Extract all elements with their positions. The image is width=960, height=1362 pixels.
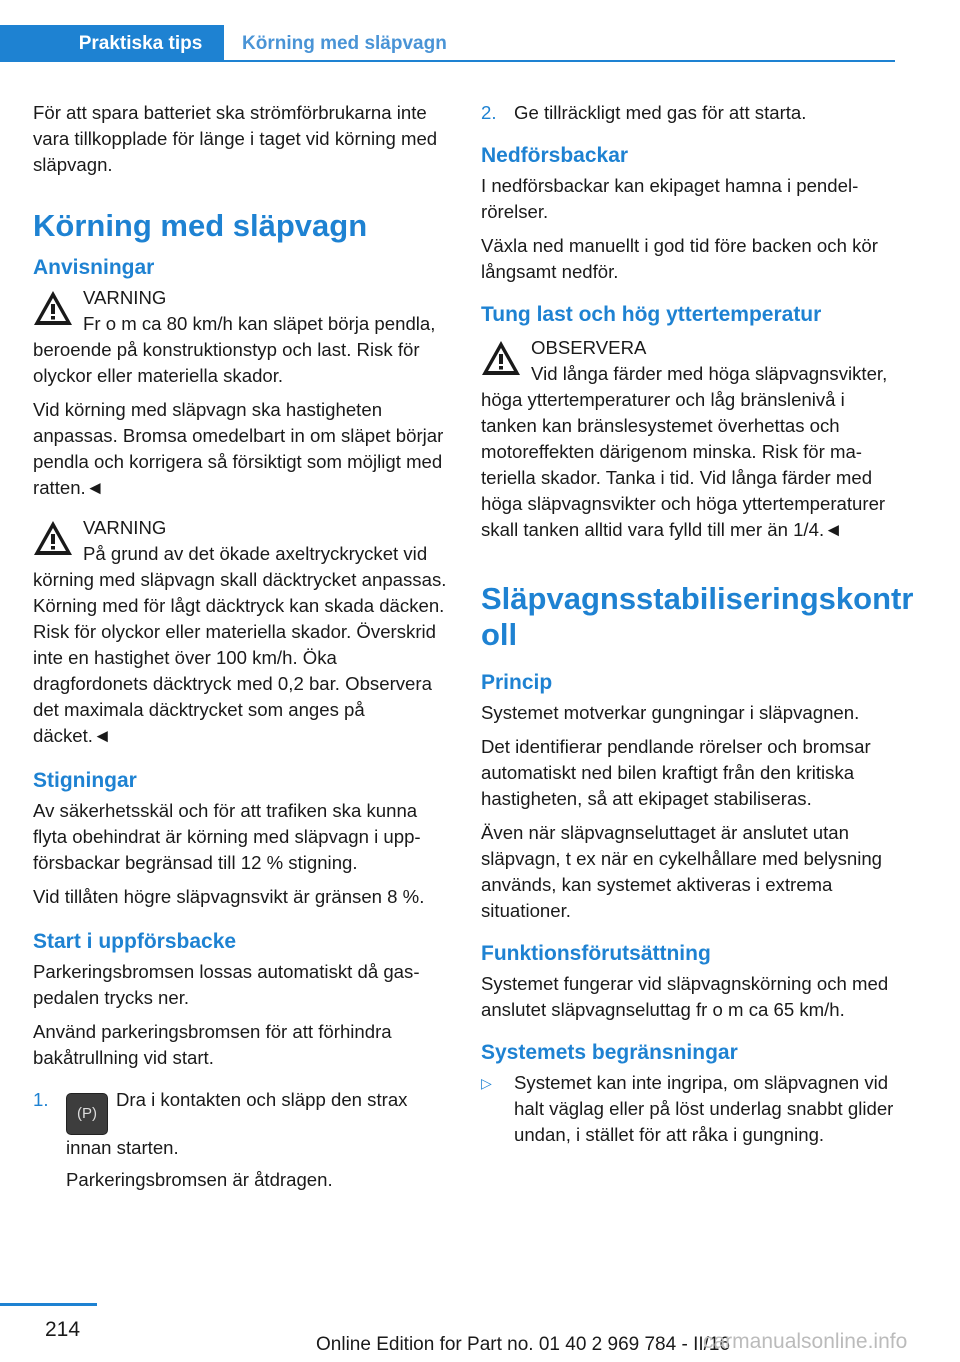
notice-block — [481, 335, 896, 543]
warning-icon — [481, 339, 521, 377]
tab-korning-med-slapvagn[interactable]: Körning med släpvagn — [224, 25, 895, 62]
notice-text: Vid långa färder med höga släpvagnsvikter, höga yttertemperaturer och låg bränslenivå i tanken kan bränslesystemet överhettas och motoreffekten därigenom minska. Risk för materiella skador. Tanka i tid. Vid långa färder med höga släpvagnsvikter och höga yttertemperaturer skall tanken alltid vara fylld till mer än 1/4.◄ — [481, 363, 888, 540]
heading-nedforsbackar: Nedförsbackar — [481, 144, 629, 167]
heading-anvisningar: Anvisningar — [33, 256, 155, 279]
warning-text: Fr o m ca 80 km/h kan släpet börja pendla, beroende på konstruktionstyp och last. Risk för olyckor eller materiella skador. — [33, 313, 436, 386]
list-item — [481, 1070, 896, 1148]
intro-paragraph: För att spara batteriet ska strömförbrukarna inte vara tillkopplade för länge i taget vid körning med släpvagn. — [33, 102, 438, 175]
tab-left-edge — [0, 25, 57, 62]
step-2 — [481, 100, 896, 126]
heading-funktionsforutsattning: Funktionsförutsättning — [481, 942, 711, 965]
paragraph-princip-3: Även när släpvagnseluttaget är anslutet utan släpvagn, t ex när en cykelhållare med belysning används, kan systemet aktiveras i extrema situationer. — [481, 822, 883, 921]
paragraph-princip-1: Systemet motverkar gungningar i släpvagnen. — [481, 702, 860, 723]
warning-block-2 — [33, 515, 448, 749]
section-title: Körning med släpvagn — [33, 208, 368, 243]
warning-icon — [33, 519, 73, 557]
paragraph-stigningar-1: Av säkerhetsskäl och för att trafiken ska kunna flyta obehindrat är körning med släpvagn i uppförsbackar begränsad till 12 % stigning. — [33, 800, 421, 873]
bullet-arrow-icon: ▷ — [481, 1075, 492, 1091]
section-title-2: Släpvagnsstabiliseringskontr oll — [481, 581, 914, 652]
tab-praktiska-tips[interactable]: Praktiska tips — [57, 25, 224, 62]
heading-start-i-uppforsbacke: Start i uppförsbacke — [33, 930, 237, 953]
paragraph-nedfor-1: I nedförsbackar kan ekipaget hamna i pendelrörelser. — [481, 175, 859, 222]
edition-text: Online Edition for Part no. 01 40 2 969 784 - II/16 — [316, 1334, 731, 1355]
paragraph-start-1: Parkeringsbromsen lossas automatiskt då gaspedalen trycks ner. — [33, 961, 420, 1008]
heading-systemets-begransningar: Systemets begränsningar — [481, 1041, 738, 1064]
paragraph-start-2: Använd parkeringsbromsen för att förhindra bakåtrullning vid start. — [33, 1021, 392, 1068]
right-column — [481, 100, 914, 1154]
header-tabbar — [0, 0, 895, 62]
heading-princip: Princip — [481, 671, 553, 694]
footer-divider — [0, 1303, 97, 1306]
paragraph-funktion: Systemet fungerar vid släpvagnskörning och med anslutet släpvagnseluttag fr o m ca 65 km/h. — [481, 973, 889, 1020]
header-divider — [0, 60, 895, 62]
warning-block-1 — [33, 285, 448, 389]
step-number: 1. — [33, 1089, 49, 1110]
warning-title: VARNING — [83, 287, 167, 308]
parking-brake-button-icon: (P) — [66, 1093, 108, 1135]
list-item-text: Systemet kan inte ingripa, om släpvagnen vid halt väglag eller på löst underlag snabbt glider undan, i stället för att råka i gungning. — [514, 1072, 894, 1145]
step-text: Dra i kontakten och släpp den strax innan starten. — [66, 1089, 408, 1158]
step-number: 2. — [481, 102, 497, 123]
warning-title: VARNING — [83, 517, 167, 538]
heading-tung-last: Tung last och hög yttertemperatur — [481, 303, 822, 326]
page-number: 214 — [45, 1318, 81, 1341]
paragraph-stigningar-2: Vid tillåten högre släpvagnsvikt är gränsen 8 %. — [33, 886, 425, 907]
warning-icon — [33, 289, 73, 327]
watermark: carmanualsonline.info — [703, 1330, 908, 1353]
warning-text: På grund av det ökade axeltryckrycket vid körning med släpvagn skall däcktrycket anpassas. Körning med för lågt däcktryck kan skada däcken. Risk för olyckor eller materiella skador. Överskrid inte en hastighet över 100 km/h. Öka dragfordonets däcktryck med 0,2 bar. Observera det maximala däcktrycket som anges på däcket.◄ — [33, 543, 447, 746]
heading-stigningar: Stigningar — [33, 769, 137, 792]
step-subtext: Parkeringsbromsen är åtdragen. — [66, 1169, 333, 1190]
notice-title: OBSERVERA — [531, 337, 647, 358]
paragraph-hastighet: Vid körning med släpvagn ska hastigheten anpassas. Bromsa omedelbart in om släpet börjar pendla och korrigera så försiktigt som möjligt med ratten.◄ — [33, 399, 444, 498]
paragraph-nedfor-2: Växla ned manuellt i god tid före backen och kör långsamt nedför. — [481, 235, 878, 282]
step-text: Ge tillräckligt med gas för att starta. — [514, 102, 807, 123]
step-1 — [33, 1087, 448, 1201]
paragraph-princip-2: Det identifierar pendlande rörelser och bromsar automatiskt ned bilen kraftigt från den kritiska hastigheten, så att ekipaget stabiliseras. — [481, 736, 871, 809]
left-column — [33, 100, 448, 1207]
